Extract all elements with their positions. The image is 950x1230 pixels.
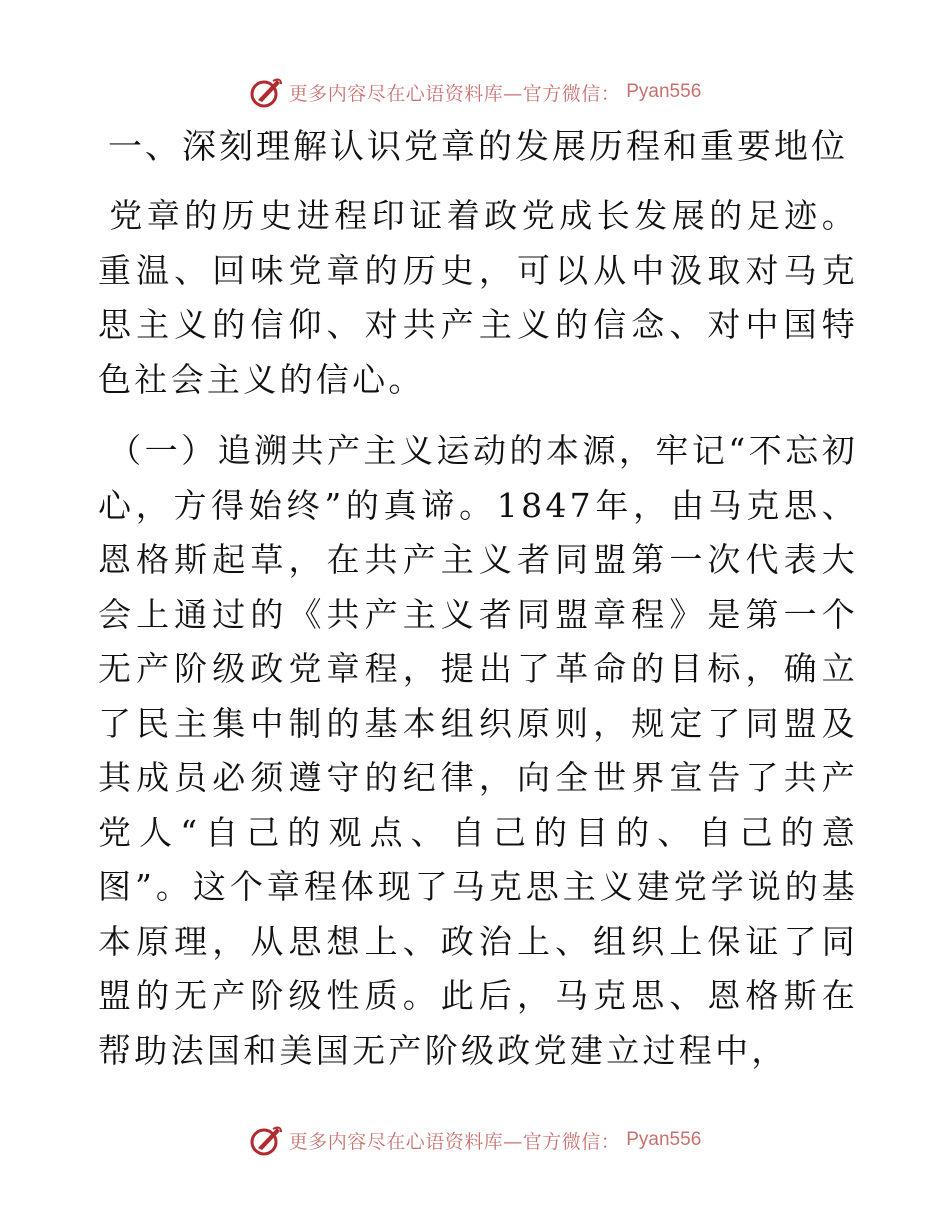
section-heading: 一、深刻理解认识党章的发展历程和重要地位 <box>108 127 848 167</box>
paragraph-history-text: （一）追溯共产主义运动的本源，牢记“不忘初心，方得始终”的真谛。1847年，由马克思、恩格斯起草，在共产主义者同盟第一次代表大会上通过的《共产主义者同盟章程》是第一个无产阶级政党章程，提出了革命的目标，确立了民主集中制的基本组织原则，规定了同盟及其成员必须遵守的纪律，向全世界宣告了共产党人“自己的观点、自己的目的、自己的意图”。这个章程体现了马克思主义建党学说的基本原理，从思想上、政治上、组织上保证了同盟的无产阶级性质。此后，马克思、恩格斯在帮助法国和美国无产阶级政党建立过程中， <box>98 431 858 1070</box>
watermark-wechat-id: Pyan556 <box>626 81 702 102</box>
quill-circle-icon <box>249 75 283 109</box>
paragraph-history <box>98 424 858 1078</box>
watermark-wechat-id: Pyan556 <box>626 1129 702 1150</box>
quill-circle-icon <box>249 1123 283 1157</box>
footer-watermark <box>0 1120 950 1160</box>
watermark-text: 更多内容尽在心语资料库—官方微信： <box>288 1130 621 1153</box>
watermark-text: 更多内容尽在心语资料库—官方微信： <box>288 82 621 105</box>
paragraph-intro <box>98 189 858 407</box>
paragraph-intro-text: 党章的历史进程印证着政党成长发展的足迹。重温、回味党章的历史，可以从中汲取对马克思主义的信仰、对共产主义的信念、对中国特色社会主义的信心。 <box>98 196 858 399</box>
header-watermark <box>0 72 950 112</box>
document-body <box>98 122 858 1078</box>
